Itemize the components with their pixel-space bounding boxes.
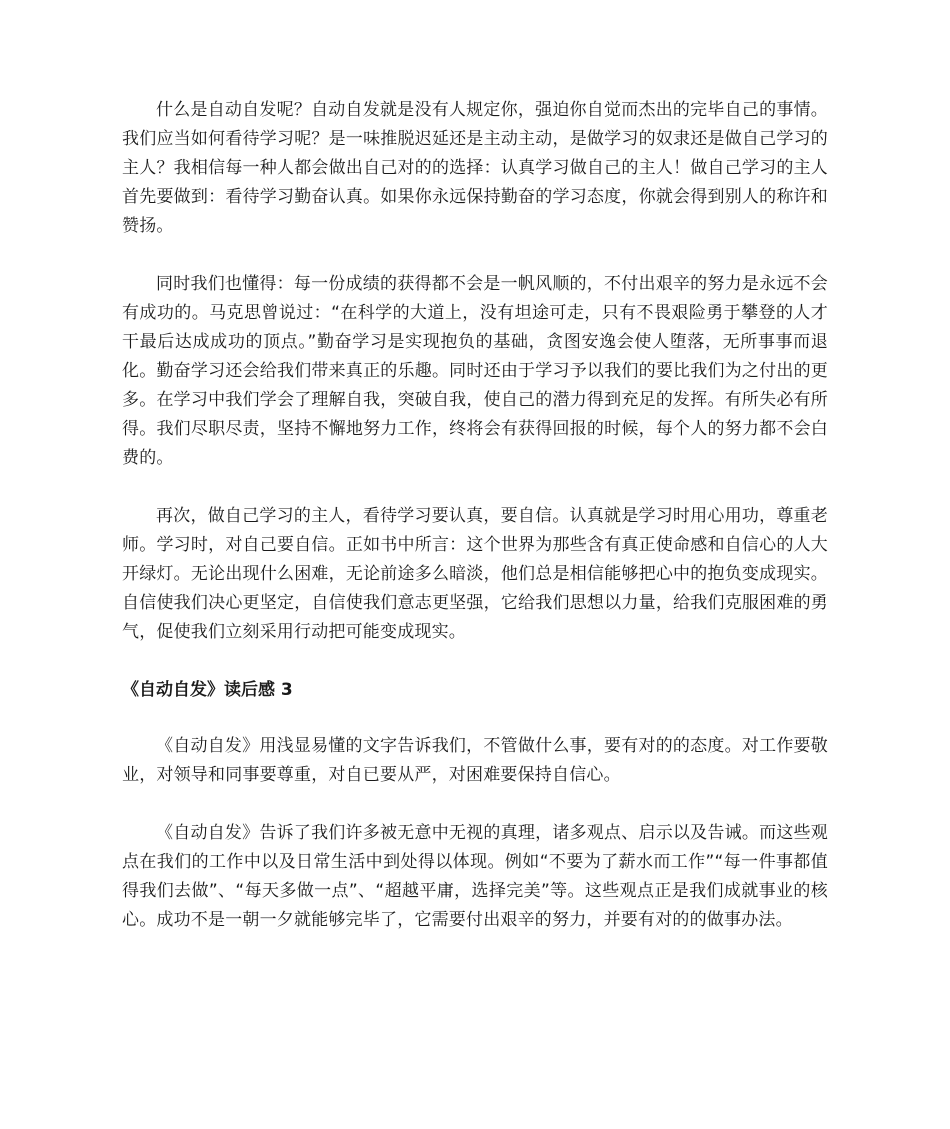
paragraph-confidence: 再次，做自己学习的主人，看待学习要认真，要自信。认真就是学习时用心用功，尊重老师。学习时，对自己要自信。正如书中所言：这个世界为那些含有真正使命感和自信心的人大开绿灯。无论出现什么困难，无论前途多么暗淡，他们总是相信能够把心中的抱负变成现实。自信使我们决心更坚定，自信使我们意志更坚强，它给我们思想以力量，给我们克服困难的勇气，促使我们立刻采用行动把可能变成现实。 — [122, 506, 828, 642]
paragraph-diligence: 同时我们也懂得：每一份成绩的获得都不会是一帆风顺的，不付出艰辛的努力是永远不会有成功的。马克思曾说过：“在科学的大道上，没有坦途可走，只有不畏艰险勇于攀登的人才干最后达成成功的顶点。”勤奋学习是实现抱负的基础，贪图安逸会使人堕落，无所事事而退化。勤奋学习还会给我们带来真正的乐趣。同时还由于学习予以我们的要比我们为之付出的更多。在学习中我们学会了理解自我，突破自我，使自己的潜力得到充足的发挥。有所失必有所得。我们尽职尽责，坚持不懈地努力工作，终将会有获得回报的时候，每个人的努力都不会白费的。 — [122, 274, 828, 468]
paragraph-attitude: 《自动自发》用浅显易懂的文字告诉我们，不管做什么事，要有对的的态度。对工作要敬业，对领导和同事要尊重，对自已要从严，对困难要保持自信心。 — [122, 736, 828, 785]
section-heading: 《自动自发》读后感 3 — [122, 680, 293, 700]
paragraph-truths: 《自动自发》告诉了我们许多被无意中无视的真理，诸多观点、启示以及告诫。而这些观点在我们的工作中以及日常生活中到处得以体现。例如“不要为了薪水而工作”“每一件事都值得我们去做”、“每天多做一点”、“超越平庸，选择完美”等。这些观点正是我们成就事业的核心。成功不是一朝一夕就能够完毕了，它需要付出艰辛的努力，并要有对的的做事办法。 — [122, 823, 828, 930]
paragraph-self-motivation: 什么是自动自发呢？自动自发就是没有人规定你，强迫你自觉而杰出的完毕自己的事情。我们应当如何看待学习呢？是一味推脱迟延还是主动主动，是做学习的奴隶还是做自己学习的主人？我相信每一种人都会做出自己对的的选择：认真学习做自己的主人！做自己学习的主人首先要做到：看待学习勤奋认真。如果你永远保持勤奋的学习态度，你就会得到别人的称许和赞扬。 — [122, 100, 828, 236]
